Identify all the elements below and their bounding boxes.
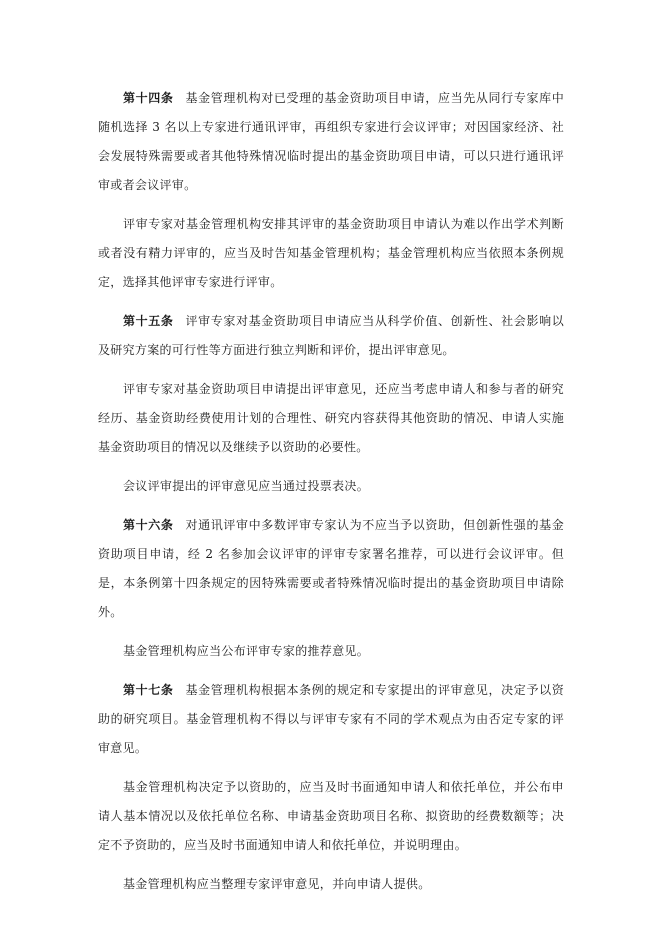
document-body — [98, 84, 564, 909]
article-number: 第十五条 — [123, 314, 174, 328]
paragraph-article-15-clause-2 — [98, 375, 564, 462]
paragraph-text: 对通讯评审中多数评审专家认为不应当予以资助，但创新性强的基金资助项目申请，经 2 名参加会议评审的评审专家署名推荐，可以进行会议评审。但是，本条例第十四条规定的因特殊需要或者特殊情况临时提出的基金资助项目申请除外。 — [98, 518, 564, 619]
article-number: 第十七条 — [123, 683, 174, 697]
paragraph-article-17 — [98, 676, 564, 763]
paragraph-article-14 — [98, 84, 564, 200]
paragraph-article-17-clause-3 — [98, 870, 564, 899]
paragraph-text: 基金管理机构应当整理专家评审意见，并向申请人提供。 — [123, 877, 431, 891]
paragraph-text: 基金管理机构根据本条例的规定和专家提出的评审意见，决定予以资助的研究项目。基金管理机构不得以与评审专家有不同的学术观点为由否定专家的评审意见。 — [98, 683, 564, 755]
paragraph-text: 基金管理机构决定予以资助的，应当及时书面通知申请人和依托单位，并公布申请人基本情况以及依托单位名称、申请基金资助项目名称、拟资助的经费数额等；决定不予资助的，应当及时书面通知申请人和依托单位，并说明理由。 — [98, 780, 564, 852]
paragraph-article-15-clause-3 — [98, 472, 564, 501]
article-number: 第十四条 — [123, 91, 174, 105]
paragraph-text: 基金管理机构对已受理的基金资助项目申请，应当先从同行专家库中随机选择 3 名以上专家进行通讯评审，再组织专家进行会议评审；对因国家经济、社会发展特殊需要或者其他特殊情况临时提出的基金资助项目申请，可以只进行通讯评审或者会议评审。 — [98, 91, 564, 192]
paragraph-text: 基金管理机构应当公布评审专家的推荐意见。 — [123, 644, 370, 658]
paragraph-article-16 — [98, 511, 564, 627]
paragraph-text: 评审专家对基金管理机构安排其评审的基金资助项目申请认为难以作出学术判断或者没有精力评审的，应当及时告知基金管理机构；基金管理机构应当依照本条例规定，选择其他评审专家进行评审。 — [98, 217, 564, 289]
paragraph-article-14-clause-2 — [98, 210, 564, 297]
paragraph-text: 会议评审提出的评审意见应当通过投票表决。 — [123, 479, 370, 493]
paragraph-text: 评审专家对基金资助项目申请应当从科学价值、创新性、社会影响以及研究方案的可行性等方面进行独立判断和评价，提出评审意见。 — [98, 314, 564, 357]
article-number: 第十六条 — [123, 518, 174, 532]
paragraph-text: 评审专家对基金资助项目申请提出评审意见，还应当考虑申请人和参与者的研究经历、基金资助经费使用计划的合理性、研究内容获得其他资助的情况、申请人实施基金资助项目的情况以及继续予以资助的必要性。 — [98, 382, 564, 454]
paragraph-article-16-clause-2 — [98, 637, 564, 666]
paragraph-article-15 — [98, 307, 564, 365]
paragraph-article-17-clause-2 — [98, 773, 564, 860]
